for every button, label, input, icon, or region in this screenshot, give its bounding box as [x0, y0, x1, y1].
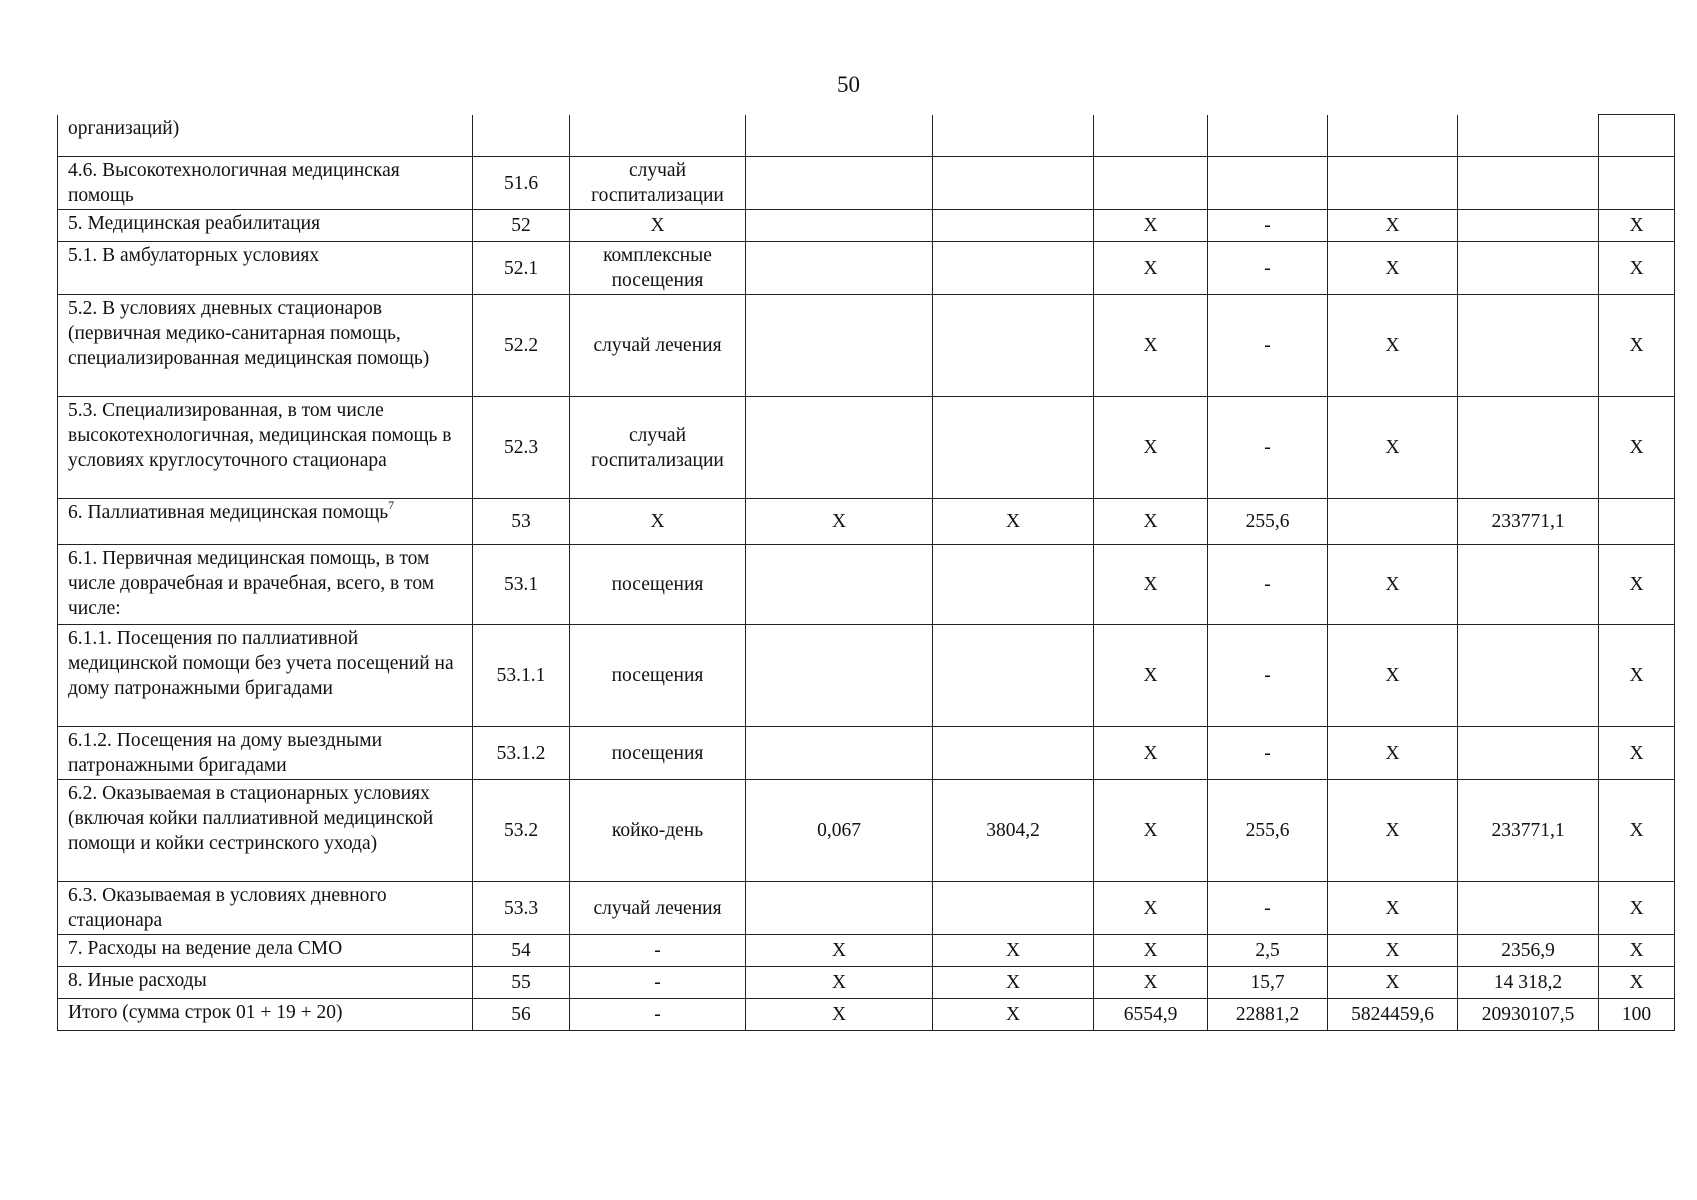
col6-cell: X	[1094, 545, 1208, 625]
col9-cell	[1458, 210, 1599, 242]
unit-cell: X	[570, 499, 746, 545]
table-row	[58, 115, 1675, 157]
col7-cell	[1208, 157, 1328, 210]
row-code-cell: 54	[473, 935, 570, 967]
col8-cell: X	[1328, 935, 1458, 967]
row-name-cell: 6.2. Оказываемая в стационарных условиях (включая койки паллиативной медицинской помощи и койки сестринского ухода)	[58, 780, 473, 882]
col6-cell: X	[1094, 210, 1208, 242]
unit-cell: -	[570, 967, 746, 999]
col4-cell	[746, 545, 933, 625]
col10-cell: X	[1599, 727, 1675, 780]
col7-cell	[1208, 115, 1328, 157]
col9-cell: 2356,9	[1458, 935, 1599, 967]
row-name-cell: 7. Расходы на ведение дела СМО	[58, 935, 473, 967]
row-code-cell: 53.2	[473, 780, 570, 882]
col10-cell	[1599, 115, 1675, 157]
col8-cell: X	[1328, 727, 1458, 780]
col4-cell	[746, 397, 933, 499]
col10-cell: X	[1599, 625, 1675, 727]
row-name-cell: 5.2. В условиях дневных стационаров (первичная медико-санитарная помощь, специализированная медицинская помощь)	[58, 295, 473, 397]
unit-cell: -	[570, 935, 746, 967]
row-code-cell	[473, 115, 570, 157]
table-row	[58, 295, 1675, 397]
col4-cell	[746, 625, 933, 727]
row-code-cell: 51.6	[473, 157, 570, 210]
col7-cell: -	[1208, 545, 1328, 625]
row-name-cell: 5.3. Специализированная, в том числе высокотехнологичная, медицинская помощь в условиях круглосуточного стационара	[58, 397, 473, 499]
col7-cell: -	[1208, 210, 1328, 242]
row-name-cell: организаций)	[58, 115, 473, 157]
unit-cell	[570, 115, 746, 157]
table-row	[58, 935, 1675, 967]
col5-cell: X	[933, 999, 1094, 1031]
col10-cell: X	[1599, 545, 1675, 625]
unit-cell: случай госпитализации	[570, 157, 746, 210]
col10-cell: X	[1599, 242, 1675, 295]
col4-cell	[746, 210, 933, 242]
col5-cell	[933, 295, 1094, 397]
col8-cell: X	[1328, 210, 1458, 242]
col5-cell	[933, 727, 1094, 780]
col7-cell: -	[1208, 727, 1328, 780]
col4-cell	[746, 882, 933, 935]
col4-cell	[746, 295, 933, 397]
col7-cell: 2,5	[1208, 935, 1328, 967]
col5-cell	[933, 625, 1094, 727]
col8-cell: X	[1328, 295, 1458, 397]
col7-cell: 15,7	[1208, 967, 1328, 999]
col9-cell	[1458, 115, 1599, 157]
col8-cell: X	[1328, 967, 1458, 999]
row-name-cell: 4.6. Высокотехнологичная медицинская помощь	[58, 157, 473, 210]
col5-cell	[933, 210, 1094, 242]
col4-cell: 0,067	[746, 780, 933, 882]
expense-table	[57, 114, 1675, 1031]
unit-cell: комплексные посещения	[570, 242, 746, 295]
col8-cell: X	[1328, 780, 1458, 882]
col8-cell: X	[1328, 397, 1458, 499]
row-code-cell: 52.2	[473, 295, 570, 397]
row-code-cell: 52.3	[473, 397, 570, 499]
col5-cell: X	[933, 967, 1094, 999]
col9-cell	[1458, 727, 1599, 780]
row-name-cell: 6.1.1. Посещения по паллиативной медицинской помощи без учета посещений на дому патронажными бригадами	[58, 625, 473, 727]
col8-cell	[1328, 157, 1458, 210]
col6-cell: X	[1094, 967, 1208, 999]
col6-cell: X	[1094, 499, 1208, 545]
unit-cell: X	[570, 210, 746, 242]
table-row	[58, 210, 1675, 242]
col8-cell: X	[1328, 882, 1458, 935]
col7-cell: 255,6	[1208, 499, 1328, 545]
table-row	[58, 882, 1675, 935]
unit-cell: посещения	[570, 727, 746, 780]
col6-cell: X	[1094, 727, 1208, 780]
col8-cell: 5824459,6	[1328, 999, 1458, 1031]
row-code-cell: 53	[473, 499, 570, 545]
table-body	[58, 115, 1675, 1031]
col4-cell	[746, 115, 933, 157]
row-name-cell: 5.1. В амбулаторных условиях	[58, 242, 473, 295]
table-row	[58, 242, 1675, 295]
col4-cell	[746, 157, 933, 210]
col6-cell: X	[1094, 780, 1208, 882]
col6-cell: 6554,9	[1094, 999, 1208, 1031]
col9-cell	[1458, 545, 1599, 625]
col8-cell	[1328, 499, 1458, 545]
col5-cell	[933, 545, 1094, 625]
col5-cell	[933, 242, 1094, 295]
row-code-cell: 56	[473, 999, 570, 1031]
col9-cell	[1458, 242, 1599, 295]
page-number: 50	[837, 72, 860, 97]
row-name-cell: 5. Медицинская реабилитация	[58, 210, 473, 242]
col4-cell: X	[746, 999, 933, 1031]
unit-cell: койко-день	[570, 780, 746, 882]
col7-cell: -	[1208, 242, 1328, 295]
col6-cell: X	[1094, 625, 1208, 727]
col7-cell: -	[1208, 625, 1328, 727]
col6-cell: X	[1094, 935, 1208, 967]
col9-cell: 20930107,5	[1458, 999, 1599, 1031]
col9-cell	[1458, 157, 1599, 210]
col4-cell: X	[746, 499, 933, 545]
col10-cell: X	[1599, 882, 1675, 935]
row-code-cell: 52.1	[473, 242, 570, 295]
col8-cell: X	[1328, 625, 1458, 727]
row-name-cell: 8. Иные расходы	[58, 967, 473, 999]
col6-cell	[1094, 115, 1208, 157]
col9-cell	[1458, 295, 1599, 397]
unit-cell: посещения	[570, 545, 746, 625]
table-row	[58, 499, 1675, 545]
unit-cell: случай лечения	[570, 295, 746, 397]
col7-cell: -	[1208, 397, 1328, 499]
col5-cell	[933, 397, 1094, 499]
col6-cell: X	[1094, 242, 1208, 295]
col5-cell	[933, 157, 1094, 210]
col10-cell: X	[1599, 210, 1675, 242]
col9-cell	[1458, 625, 1599, 727]
col7-cell: -	[1208, 295, 1328, 397]
col6-cell: X	[1094, 397, 1208, 499]
col7-cell: -	[1208, 882, 1328, 935]
col8-cell: X	[1328, 242, 1458, 295]
col8-cell: X	[1328, 545, 1458, 625]
col9-cell: 233771,1	[1458, 499, 1599, 545]
col6-cell: X	[1094, 295, 1208, 397]
table-row	[58, 157, 1675, 210]
table-row	[58, 967, 1675, 999]
col4-cell: X	[746, 935, 933, 967]
col5-cell: X	[933, 935, 1094, 967]
row-code-cell: 53.1.2	[473, 727, 570, 780]
col9-cell: 14 318,2	[1458, 967, 1599, 999]
col10-cell: X	[1599, 780, 1675, 882]
table-row	[58, 545, 1675, 625]
col6-cell: X	[1094, 882, 1208, 935]
row-name-cell: 6.1.2. Посещения на дому выездными патронажными бригадами	[58, 727, 473, 780]
col6-cell	[1094, 157, 1208, 210]
col4-cell	[746, 727, 933, 780]
row-name-cell: 6.1. Первичная медицинская помощь, в том числе доврачебная и врачебная, всего, в том числе:	[58, 545, 473, 625]
col10-cell: X	[1599, 295, 1675, 397]
row-code-cell: 52	[473, 210, 570, 242]
row-code-cell: 53.3	[473, 882, 570, 935]
row-code-cell: 55	[473, 967, 570, 999]
col10-cell: 100	[1599, 999, 1675, 1031]
footnote-mark: 7	[388, 498, 395, 512]
unit-cell: случай лечения	[570, 882, 746, 935]
col4-cell	[746, 242, 933, 295]
table-row	[58, 780, 1675, 882]
col10-cell	[1599, 499, 1675, 545]
col8-cell	[1328, 115, 1458, 157]
row-name-cell: 6. Паллиативная медицинская помощь$^7$	[58, 499, 473, 545]
table-row	[58, 999, 1675, 1031]
row-code-cell: 53.1.1	[473, 625, 570, 727]
unit-cell: посещения	[570, 625, 746, 727]
col9-cell: 233771,1	[1458, 780, 1599, 882]
col7-cell: 22881,2	[1208, 999, 1328, 1031]
table-row	[58, 625, 1675, 727]
col5-cell: X	[933, 499, 1094, 545]
col10-cell	[1599, 157, 1675, 210]
unit-cell: -	[570, 999, 746, 1031]
table-row	[58, 727, 1675, 780]
col10-cell: X	[1599, 397, 1675, 499]
table-row	[58, 397, 1675, 499]
col7-cell: 255,6	[1208, 780, 1328, 882]
col9-cell	[1458, 882, 1599, 935]
col5-cell	[933, 882, 1094, 935]
col9-cell	[1458, 397, 1599, 499]
col4-cell: X	[746, 967, 933, 999]
col5-cell	[933, 115, 1094, 157]
unit-cell: случай госпитализации	[570, 397, 746, 499]
col10-cell: X	[1599, 935, 1675, 967]
row-name-cell: Итого (сумма строк 01 + 19 + 20)	[58, 999, 473, 1031]
row-name-cell: 6.3. Оказываемая в условиях дневного стационара	[58, 882, 473, 935]
col10-cell: X	[1599, 967, 1675, 999]
col5-cell: 3804,2	[933, 780, 1094, 882]
row-code-cell: 53.1	[473, 545, 570, 625]
